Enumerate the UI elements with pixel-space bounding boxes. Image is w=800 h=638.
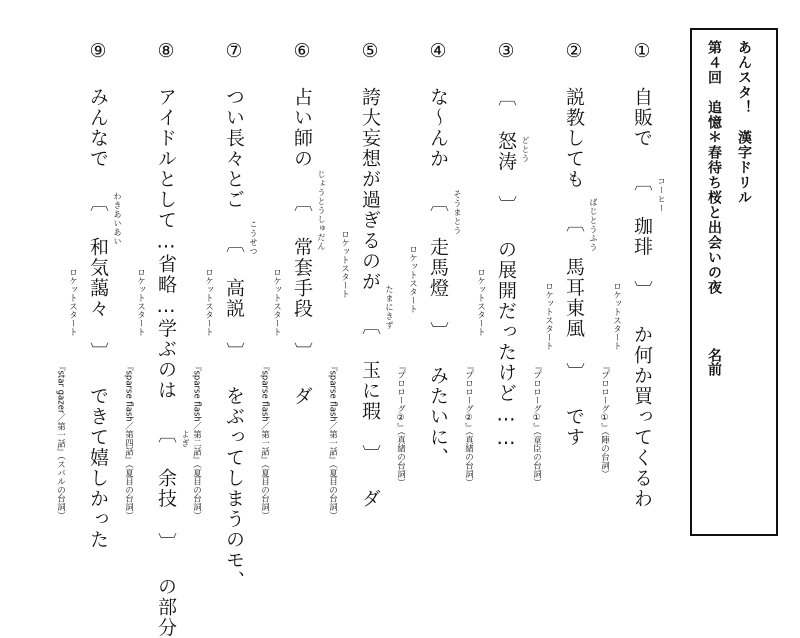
question-number: ⑨	[88, 40, 107, 64]
bracket-close: 〕	[359, 445, 381, 466]
credit-label: ロケットスタート	[204, 268, 213, 336]
text-after: の部分	[155, 577, 177, 638]
source-label: 『プロローグ①』（陣の台詞）	[600, 362, 609, 478]
bracket-open: 〔	[427, 193, 449, 214]
bracket-close: 〕	[291, 342, 313, 363]
source-label: 『star gazer／第一話』（スバルの台詞）	[56, 362, 65, 520]
text-before: 占い師の	[291, 87, 313, 169]
reading-hint: ばじとうふう	[588, 198, 599, 252]
target-word: 余技	[154, 468, 177, 509]
target-word: 常套手段	[290, 237, 313, 319]
text-before: 自販で	[631, 87, 653, 149]
reading-hint: そうまとう	[452, 190, 463, 235]
target-word: 玉に瑕	[358, 360, 381, 422]
question-8	[136, 40, 196, 540]
question-sentence	[630, 40, 653, 509]
bracket-close: 〕	[563, 363, 585, 384]
worksheet-title: あんスタ！ 漢字ドリル	[734, 40, 754, 205]
question-number: ⑤	[360, 40, 379, 64]
question-sentence	[426, 40, 449, 468]
question-number: ④	[428, 40, 447, 64]
question-number: ⑦	[224, 40, 243, 64]
text-after: です	[563, 407, 585, 448]
text-after: みたいに、	[427, 366, 449, 469]
question-7	[204, 40, 264, 540]
question-sentence	[358, 40, 381, 509]
source-label: 『プロローグ②』（真緒の台詞）	[396, 362, 405, 487]
text-before: な～んか	[427, 87, 449, 169]
bracket-close: 〕	[223, 342, 245, 363]
bracket-close: 〕	[495, 196, 517, 217]
bracket-close: 〕	[427, 322, 449, 343]
bracket-open: 〔	[87, 193, 109, 214]
bracket-close: 〕	[155, 533, 177, 554]
bracket-open: 〔	[631, 172, 653, 193]
question-6	[272, 40, 332, 540]
question-number: ①	[632, 40, 651, 64]
reading-hint: コーヒー	[656, 177, 667, 213]
source-label: 『sparse flash／第四話』（夏目の台詞）	[124, 362, 133, 520]
text-before: 説教しても	[563, 87, 585, 190]
question-sentence	[290, 40, 313, 407]
bracket-open: 〔	[155, 424, 177, 445]
credit-label: ロケットスタート	[544, 282, 553, 350]
name-label: 名前	[704, 348, 724, 376]
bracket-close: 〕	[631, 281, 653, 302]
reading-hint: よぎ	[180, 430, 191, 448]
question-2	[544, 40, 604, 540]
credit-label: ロケットスタート	[136, 268, 145, 336]
question-sentence	[562, 40, 585, 448]
reading-hint: じょうとうしゅだん	[316, 170, 327, 251]
credit-label: ロケットスタート	[612, 282, 621, 350]
source-label: 『sparse flash／第二話』（夏目の台詞）	[192, 362, 201, 520]
reading-hint: わきあいあい	[112, 192, 123, 246]
text-before: つい長々とご	[223, 87, 245, 210]
credit-label: ロケットスタート	[476, 268, 485, 336]
bracket-open: 〔	[291, 193, 313, 214]
question-9	[68, 40, 128, 540]
bracket-open: 〔	[563, 213, 585, 234]
source-label: 『sparse flash／第一話』（夏目の台詞）	[328, 362, 337, 520]
worksheet-subtitle: 第４回 追憶＊春待ち桜と出会いの夜	[704, 40, 724, 295]
question-3	[476, 40, 536, 540]
credit-label: ロケットスタート	[272, 268, 281, 336]
credit-label: ロケットスタート	[68, 268, 77, 336]
text-after: か何か買ってくるわ	[631, 325, 653, 510]
target-word: 怒涛	[494, 131, 517, 172]
question-sentence	[86, 40, 109, 550]
target-word: 馬耳東風	[562, 257, 585, 339]
credit-label: ロケットスタート	[408, 245, 417, 313]
text-after: の展開だったけど……	[495, 240, 517, 451]
text-before: 誇大妄想が過ぎるのが	[359, 87, 381, 292]
question-sentence	[154, 40, 177, 638]
credit-label: ロケットスタート	[340, 230, 349, 298]
question-number: ②	[564, 40, 583, 64]
text-after: ダ	[291, 386, 313, 407]
question-number: ⑥	[292, 40, 311, 64]
text-after: をぶってしまうのモ、	[223, 386, 245, 591]
source-label: 『プロローグ②』（真緒の台詞）	[464, 362, 473, 487]
question-number: ⑧	[156, 40, 175, 64]
bracket-open: 〔	[495, 87, 517, 108]
bracket-close: 〕	[87, 342, 109, 363]
bracket-open: 〔	[223, 234, 245, 255]
target-word: 和気藹々	[86, 237, 109, 319]
question-sentence	[494, 40, 517, 451]
text-before: みんなで	[87, 87, 109, 169]
question-number: ③	[496, 40, 515, 64]
text-after: できて嬉しかった	[87, 386, 109, 550]
reading-hint: こうせつ	[248, 220, 259, 256]
question-4	[408, 40, 468, 540]
source-label: 『プロローグ①』（章臣の台詞）	[532, 362, 541, 487]
target-word: 珈琲	[630, 216, 653, 257]
source-label: 『sparse flash／第一話』（夏目の台詞）	[260, 362, 269, 520]
text-before: アイドルとして…省略…学ぶのは	[155, 87, 177, 401]
reading-hint: どとう	[520, 136, 531, 163]
question-1	[612, 40, 672, 540]
text-after: ダ	[359, 489, 381, 510]
bracket-open: 〔	[359, 316, 381, 337]
question-sentence	[222, 40, 245, 591]
target-word: 高説	[222, 278, 245, 319]
target-word: 走馬燈	[426, 237, 449, 299]
question-5	[340, 40, 400, 540]
reading-hint: たまにきず	[384, 285, 395, 330]
